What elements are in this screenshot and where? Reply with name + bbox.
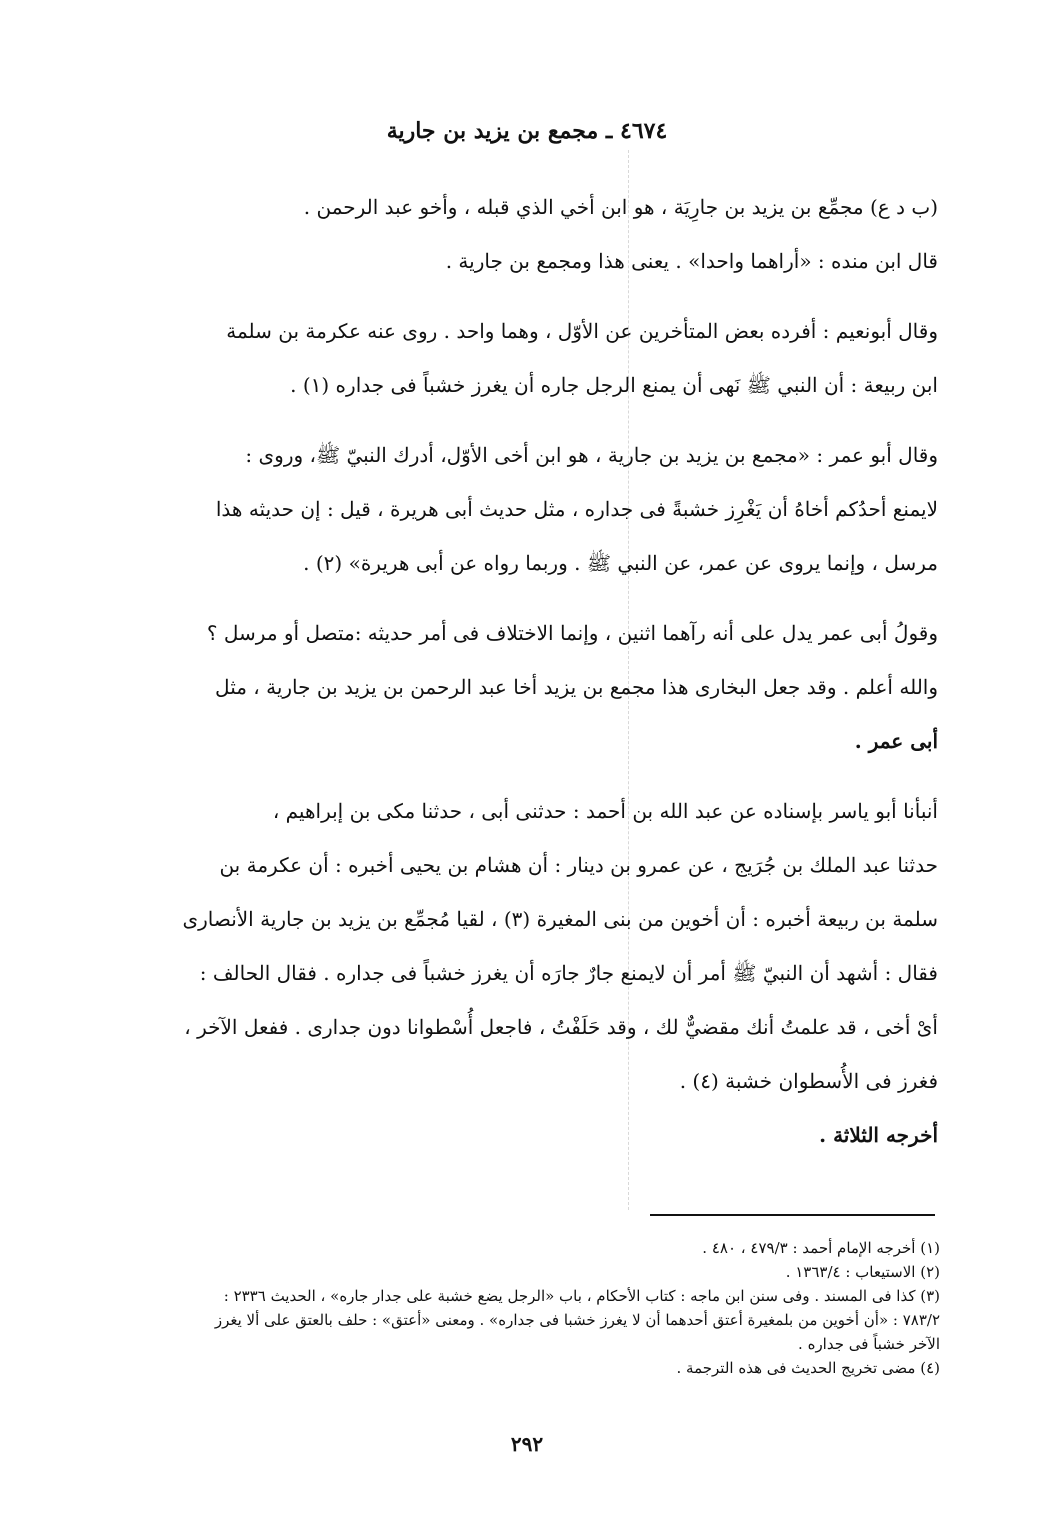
text-line: أبى عمر . xyxy=(854,729,938,753)
text-line: وقال أبونعيم : أفرده بعض المتأخرين عن الأوّل ، وهما واحد . روى عنه عكرمة بن سلمة xyxy=(226,319,938,343)
footnote-line: (١) أخرجه الإمام أحمد : ٤٧٩/٣ ، ٤٨٠ . xyxy=(702,1239,940,1257)
text-line: أخرجه الثلاثة . xyxy=(819,1123,938,1147)
text-line: (ب د ع) مجمِّع بن يزيد بن جارِيَة ، هو ابن أخي الذي قبله ، وأخو عبد الرحمن . xyxy=(303,195,938,219)
paragraph-gap xyxy=(78,288,938,304)
text-line: والله أعلم . وقد جعل البخارى هذا مجمع بن يزيد أخا عبد الرحمن بن يزيد بن جارية ، مثل xyxy=(215,675,938,699)
footnote-separator xyxy=(650,1214,935,1216)
page-number: ٢٩٢ xyxy=(510,1432,544,1456)
footnote-line: الآخر خشباً فى جداره . xyxy=(798,1335,940,1353)
text-line: فقال : أشهد أن النبيّ ﷺ أمر أن لايمنع جارٌ جارَه أن يغرز خشباً فى جداره . فقال الحالف : xyxy=(199,961,938,985)
text-line: أىْ أخى ، قد علمتُ أنك مقضيٌّ لك ، وقد حَلَفْتُ ، فاجعل أُسْطوانا دون جدارى . ففعل الآخر ، xyxy=(184,1015,938,1039)
text-line: لايمنع أحدُكم أخاهُ أن يَغْرِز خشبةً فى جداره ، مثل حديث أبى هريرة ، قيل : إن حديثه هذا xyxy=(215,497,938,521)
footnote-line: (٤) مضى تخريج الحديث فى هذه الترجمة . xyxy=(676,1359,940,1377)
entry-body xyxy=(78,180,938,1162)
entry-title: ٤٦٧٤ ـ مجمع بن يزيد بن جارية xyxy=(386,118,668,144)
text-line: فغرز فى الأُسطوان خشبة (٤) . xyxy=(679,1069,938,1093)
text-line: سلمة بن ربيعة أخبره : أن أخوين من بنى المغيرة (٣) ، لقيا مُجمِّع بن يزيد بن جارية الأنصارى xyxy=(182,907,938,931)
footnote-line: ٧٨٣/٢ : «أن أخوين من بلمغيرة أعتق أحدهما أن لا يغرز خشبا فى جداره» . ومعنى «أعتق» : حلف بالعتق على ألا يغرز xyxy=(214,1311,940,1329)
text-line: ابن ربيعة : أن النبي ﷺ نَهى أن يمنع الرجل جاره أن يغرز خشباً فى جداره (١) . xyxy=(290,373,938,397)
text-line: وقال أبو عمر : «مجمع بن يزيد بن جارية ، هو ابن أخى الأوّل، أدرك النبيّ ﷺ، وروى : xyxy=(245,443,938,467)
footnote-line: (٢) الاستيعاب : ١٣٦٣/٤ . xyxy=(785,1263,940,1281)
text-line: أنبأنا أبو ياسر بإسناده عن عبد الله بن أحمد : حدثنى أبى ، حدثنا مكى بن إبراهيم ، xyxy=(272,799,938,823)
text-line: حدثنا عبد الملك بن جُرَيج ، عن عمرو بن دينار : أن هشام بن يحيى أخبره : أن عكرمة بن xyxy=(219,853,938,877)
footnotes xyxy=(80,1236,940,1380)
paragraph-gap xyxy=(78,412,938,428)
paragraph-gap xyxy=(78,590,938,606)
text-line: وقولُ أبى عمر يدل على أنه رآهما اثنين ، وإنما الاختلاف فى أمر حديثه :متصل أو مرسل ؟ xyxy=(206,621,938,645)
text-line: مرسل ، وإنما يروى عن عمر، عن النبي ﷺ . وربما رواه عن أبى هريرة» (٢) . xyxy=(303,551,938,575)
footnote-line: (٣) كذا فى المسند . وفى سنن ابن ماجه : كتاب الأحكام ، باب «الرجل يضع خشبة على جدار جاره» ، الحديث ٢٣٣٦ : xyxy=(223,1287,940,1305)
paragraph-gap xyxy=(78,768,938,784)
text-line: قال ابن منده : «أراهما واحدا» . يعنى هذا ومجمع بن جارية . xyxy=(445,249,938,273)
